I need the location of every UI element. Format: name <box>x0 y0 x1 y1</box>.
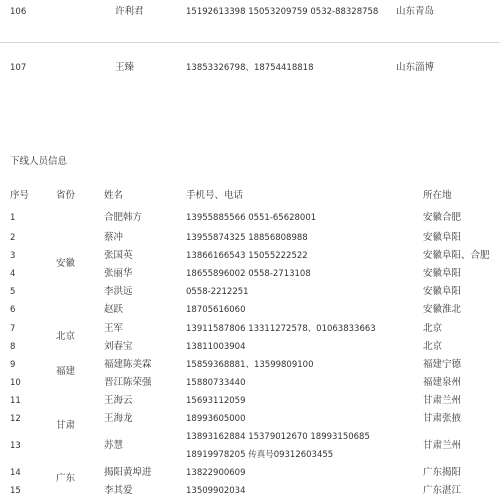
row-12-phone: 18993605000 <box>186 414 246 424</box>
row-3-location: 安徽阜阳、合肥 <box>423 250 490 261</box>
top-row-106-no: 106 <box>10 7 27 17</box>
top-row-106-name: 许利君 <box>115 6 144 17</box>
row-11-phone: 15693112059 <box>186 396 246 406</box>
row-10-no: 10 <box>10 378 21 388</box>
row-3-no: 3 <box>10 251 16 261</box>
row-5-location: 安徽阜阳 <box>423 286 462 297</box>
row-11-name: 王海云 <box>104 395 133 406</box>
row-14-no: 14 <box>10 468 21 478</box>
row-13-phone: 13893162884 15379012670 18993150685 <box>186 432 370 442</box>
province-cell: 广东 <box>56 473 76 484</box>
row-14-location: 广东揭阳 <box>423 467 462 478</box>
row-10-name: 晋江陈荣强 <box>104 377 152 388</box>
top-row-107-phone: 13853326798、18754418818 <box>186 63 314 73</box>
row-5-phone: 0558-2212251 <box>186 287 249 297</box>
row-13-phone-line2: 18919978205 传真号09312603455 <box>186 450 334 460</box>
row-1-phone: 13955885566 0551-65628001 <box>186 213 317 223</box>
row-11-no: 11 <box>10 396 21 406</box>
row-15-location: 广东湛江 <box>423 485 462 496</box>
row-6-location: 安徽淮北 <box>423 304 462 315</box>
row-10-location: 福建泉州 <box>423 377 462 388</box>
row-11-location: 甘肃兰州 <box>423 395 462 406</box>
row-9-phone: 15859368881、13599809100 <box>186 360 314 370</box>
row-3-name: 张国英 <box>104 250 133 261</box>
province-cell: 北京 <box>56 331 76 342</box>
row-13-location: 甘肃兰州 <box>423 440 462 451</box>
top-row-107-location: 山东淄博 <box>396 62 435 73</box>
row-divider <box>0 42 500 43</box>
row-7-name: 王军 <box>104 323 124 334</box>
row-1-name: 合肥韩方 <box>104 212 143 223</box>
row-1-no: 1 <box>10 213 16 223</box>
header-province: 省份 <box>56 190 76 201</box>
row-6-phone: 18705616060 <box>186 305 246 315</box>
top-row-107-no: 107 <box>10 63 27 73</box>
row-9-name: 福建陈美霖 <box>104 359 152 370</box>
row-6-name: 赵跃 <box>104 304 124 315</box>
row-7-no: 7 <box>10 324 16 334</box>
row-15-no: 15 <box>10 486 21 496</box>
header-name: 姓名 <box>104 190 124 201</box>
row-2-phone: 13955874325 18856808988 <box>186 233 308 243</box>
row-14-phone: 13822900609 <box>186 468 246 478</box>
row-8-phone: 13811003904 <box>186 342 246 352</box>
row-6-no: 6 <box>10 305 16 315</box>
row-5-no: 5 <box>10 287 16 297</box>
header-location: 所在地 <box>423 190 452 201</box>
top-row-106-phone: 15192613398 15053209759 0532-88328758 <box>186 7 379 17</box>
row-4-name: 张丽华 <box>104 268 133 279</box>
section-title: 下线人员信息 <box>10 156 68 167</box>
province-cell: 甘肃 <box>56 420 76 431</box>
province-cell: 安徽 <box>56 258 76 269</box>
row-4-no: 4 <box>10 269 16 279</box>
row-2-location: 安徽阜阳 <box>423 232 462 243</box>
row-4-location: 安徽阜阳 <box>423 268 462 279</box>
row-15-name: 李其爱 <box>104 485 133 496</box>
row-12-name: 王海龙 <box>104 413 133 424</box>
header-phone: 手机号、电话 <box>186 190 244 201</box>
top-row-107-name: 王臻 <box>115 62 135 73</box>
province-cell: 福建 <box>56 366 76 377</box>
row-5-name: 李洪远 <box>104 286 133 297</box>
row-13-name: 苏慧 <box>104 440 124 451</box>
row-9-location: 福建宁德 <box>423 359 462 370</box>
header-no: 序号 <box>10 190 30 201</box>
row-10-phone: 15880733440 <box>186 378 246 388</box>
row-12-location: 甘肃张掖 <box>423 413 462 424</box>
row-14-name: 揭阳黄埠进 <box>104 467 152 478</box>
row-3-phone: 13866166543 15055222522 <box>186 251 308 261</box>
row-15-phone: 13509902034 <box>186 486 246 496</box>
row-7-location: 北京 <box>423 323 443 334</box>
row-7-phone: 13911587806 13311272578、01063833663 <box>186 324 376 334</box>
row-1-location: 安徽合肥 <box>423 212 462 223</box>
top-row-106-location: 山东青岛 <box>396 6 435 17</box>
row-13-no: 13 <box>10 441 21 451</box>
row-8-no: 8 <box>10 342 16 352</box>
row-2-no: 2 <box>10 233 16 243</box>
row-12-no: 12 <box>10 414 21 424</box>
row-2-name: 蔡冲 <box>104 232 124 243</box>
row-9-no: 9 <box>10 360 16 370</box>
row-4-phone: 18655896002 0558-2713108 <box>186 269 311 279</box>
row-8-location: 北京 <box>423 341 443 352</box>
row-8-name: 刘春宝 <box>104 341 133 352</box>
